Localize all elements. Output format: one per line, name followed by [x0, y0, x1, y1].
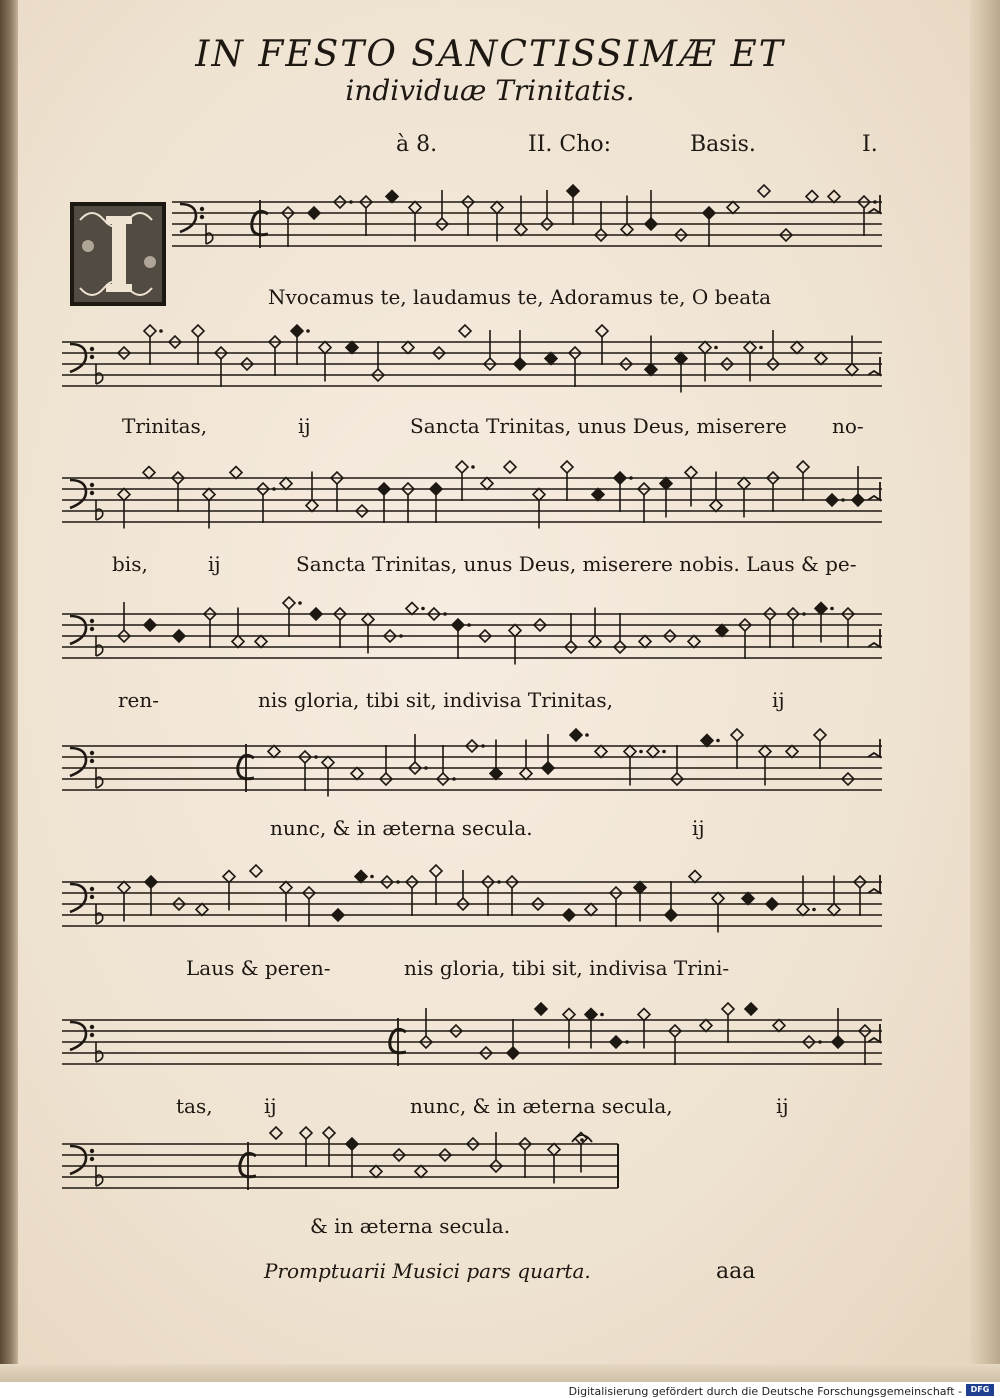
staff [62, 1018, 882, 1066]
note-icon [592, 489, 604, 501]
note-icon [196, 904, 208, 916]
part-number: I. [862, 132, 878, 157]
note-icon [386, 191, 398, 203]
custos-icon [868, 875, 880, 893]
lyric-line-4a: ren- [118, 688, 160, 712]
note-icon [766, 898, 778, 910]
note-icon [504, 461, 516, 473]
f-clef-icon [70, 344, 94, 372]
custos-icon [868, 739, 880, 757]
note-icon [689, 871, 701, 883]
note-icon [310, 608, 322, 620]
note-icon [255, 636, 267, 648]
note-icon [145, 876, 157, 916]
note-icon [703, 207, 715, 247]
note-icon [415, 1166, 427, 1178]
note-icon [826, 494, 845, 506]
note-icon [665, 881, 677, 921]
note-icon [280, 478, 292, 490]
note-icon [143, 467, 155, 479]
lyric-line-2c: Sancta Trinitas, unus Deus, miserere [410, 414, 787, 438]
note-icon [745, 1003, 757, 1015]
custos-icon [868, 629, 880, 647]
note-icon [567, 185, 579, 225]
note-icon [542, 734, 554, 774]
lyric-line-7c: nunc, & in æterna secula, [410, 1094, 673, 1118]
note-icon [459, 325, 471, 337]
staff [172, 200, 882, 248]
lyric-line-2a: Trinitas, [122, 414, 208, 438]
note-icon [561, 461, 573, 501]
note-icon [647, 746, 666, 758]
note-icon [406, 603, 425, 615]
note-icon [351, 768, 363, 780]
flat-icon [206, 224, 213, 244]
lyric-line-1: Nvocamus te, laudamus te, Adoramus te, O beata [268, 285, 772, 309]
note-icon [570, 729, 589, 741]
signature-mark: aaa [716, 1259, 756, 1284]
note-icon [545, 353, 557, 365]
flat-icon [96, 364, 103, 384]
note-icon [192, 325, 204, 365]
lyric-line-3c: Sancta Trinitas, unus Deus, miserere nobis. Laus & pe- [296, 552, 857, 576]
note-icon [688, 636, 700, 648]
note-icon [430, 483, 442, 523]
note-icon [595, 746, 607, 758]
note-icon [300, 1127, 312, 1167]
note-icon [481, 478, 493, 490]
custos-icon [868, 357, 880, 375]
title-line-1: IN FESTO SANCTISSIMÆ ET [195, 34, 785, 75]
note-icon [614, 472, 633, 512]
note-icon [230, 467, 242, 479]
footer-title: Promptuarii Musici pars quarta. [264, 1259, 591, 1283]
note-icon [144, 325, 163, 365]
staff [62, 342, 882, 386]
note-icon [645, 190, 657, 230]
note-icon [701, 735, 720, 747]
lyric-line-4c: ij [772, 688, 785, 712]
note-icon [596, 325, 608, 365]
note-icon [346, 342, 358, 354]
f-clef-icon [70, 1022, 94, 1050]
note-icon [786, 746, 798, 758]
lyric-line-7d: ij [776, 1094, 789, 1118]
f-clef-icon [70, 480, 94, 508]
note-icon [402, 342, 414, 354]
note-icon [700, 1020, 712, 1032]
decorated-initial [70, 202, 166, 306]
fermata-icon [572, 1135, 592, 1142]
staff [62, 1142, 618, 1190]
note-icon [378, 483, 390, 523]
note-icon [514, 330, 526, 370]
note-icon [452, 619, 471, 659]
note-icon [731, 729, 743, 769]
lyric-line-2b: ij [298, 414, 311, 438]
note-icon [722, 1003, 734, 1043]
choir-label: II. Cho: [528, 132, 612, 157]
note-icon [742, 893, 754, 905]
voices-label: à 8. [396, 132, 438, 157]
note-icon [346, 1138, 358, 1178]
note-icon [639, 636, 651, 648]
note-icon [430, 865, 442, 905]
lyric-line-6b: nis gloria, tibi sit, indivisa Trini- [404, 956, 730, 980]
flat-icon [96, 1042, 103, 1062]
note-icon [815, 353, 827, 365]
note-icon [456, 461, 475, 501]
note-icon [758, 185, 770, 197]
dfg-logo: DFG [966, 1384, 994, 1396]
lyric-line-7a: tas, [176, 1094, 213, 1118]
note-icon [250, 865, 262, 877]
note-icon [814, 729, 826, 769]
custos-icon [868, 482, 880, 500]
lyric-line-5a: nunc, & in æterna secula. [270, 816, 533, 840]
note-icon [797, 461, 809, 501]
flat-icon [96, 1166, 103, 1186]
staff [62, 478, 882, 522]
digitization-note: Digitalisierung gefördert durch die Deutsche Forschungsgemeinschaft - [568, 1385, 962, 1398]
part-label: Basis. [690, 132, 756, 157]
title-line-2: individuæ Trinitatis. [345, 74, 635, 107]
f-clef-icon [70, 748, 94, 776]
f-clef-icon [180, 204, 204, 232]
custos-icon [868, 195, 880, 213]
note-icon [268, 746, 280, 758]
note-icon [535, 1003, 547, 1015]
lyric-line-8: & in æterna secula. [310, 1214, 511, 1238]
f-clef-icon [70, 884, 94, 912]
note-icon [773, 1020, 785, 1032]
note-icon [355, 871, 374, 883]
f-clef-icon [70, 616, 94, 644]
lyric-line-2d: no- [832, 414, 864, 438]
note-icon [828, 191, 840, 203]
note-icon [852, 466, 864, 506]
note-icon [806, 191, 818, 203]
lyric-line-5b: ij [692, 816, 705, 840]
note-icon [832, 1008, 844, 1048]
note-icon [308, 207, 320, 219]
flat-icon [96, 768, 103, 788]
flat-icon [96, 636, 103, 656]
note-icon [270, 1127, 282, 1139]
note-icon [144, 619, 156, 631]
lyric-line-3b: ij [208, 552, 221, 576]
note-icon [507, 1019, 519, 1059]
note-icon [370, 1166, 382, 1178]
lyric-line-7b: ij [264, 1094, 277, 1118]
flat-icon [96, 500, 103, 520]
note-icon [716, 625, 728, 637]
f-clef-icon [70, 1146, 94, 1174]
note-icon [791, 342, 803, 354]
note-icon [283, 597, 302, 637]
note-icon [727, 202, 739, 214]
flat-icon [96, 904, 103, 924]
note-icon [563, 909, 575, 921]
note-icon [173, 630, 185, 642]
lyric-line-6a: Laus & peren- [186, 956, 331, 980]
note-icon [610, 1036, 629, 1048]
note-icon [585, 904, 597, 916]
note-icon [323, 1127, 335, 1167]
lyric-line-3a: bis, [112, 552, 148, 576]
lyric-line-4b: nis gloria, tibi sit, indivisa Trinitas, [258, 688, 614, 712]
note-icon [291, 325, 310, 365]
note-icon [332, 909, 344, 921]
